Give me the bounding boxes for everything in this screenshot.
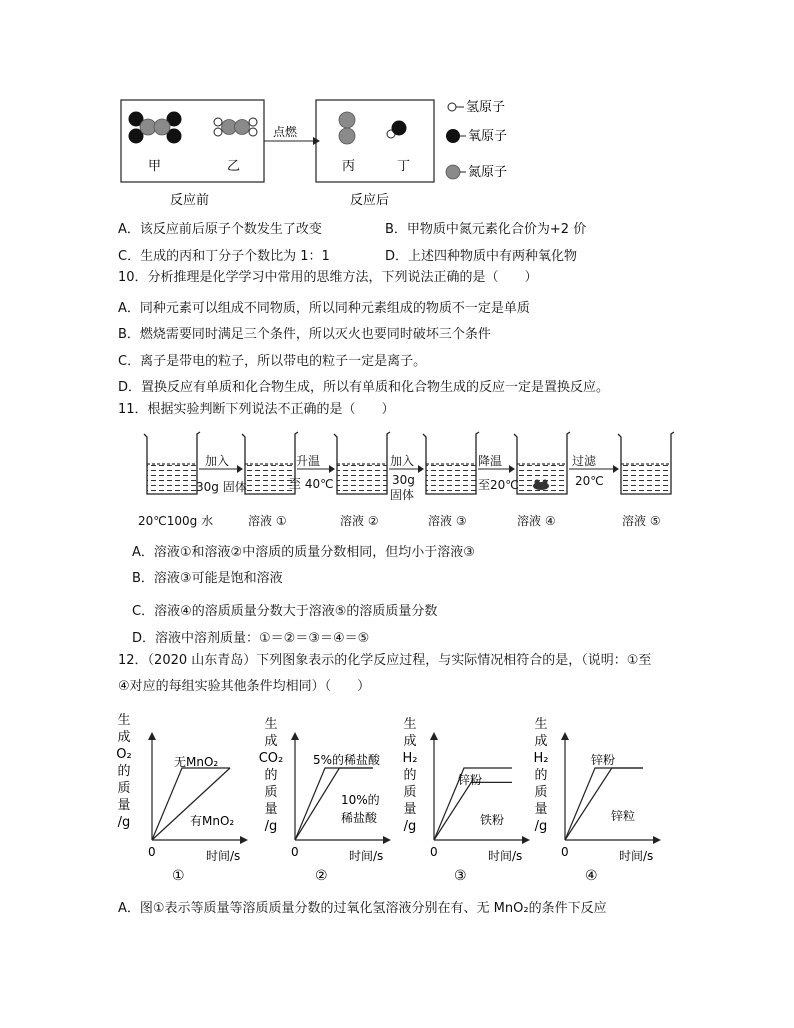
step2-top: 升温 [296,454,321,468]
ylabel-char: CO₂ [258,751,284,766]
q9-option-a: A．该反应前后原子个数发生了改变 [118,222,322,237]
ylabel-char: /g [264,819,278,834]
beaker-3 [423,432,479,494]
q10-option-d: D．置换反应有单质和化合物生成，所以有单质和化合物生成的反应一定是置换反应。 [118,380,610,395]
series-label-1: 锌粉 [458,773,483,787]
ylabel-char: 的 [117,764,131,779]
ylabel-char: 质 [264,785,278,800]
origin-label: 0 [430,845,438,859]
series-line-1 [565,768,643,840]
step3-bottom: 30g [392,473,415,487]
step1-top: 加入 [205,454,230,468]
legend-nitrogen: 氮原子 [468,165,508,180]
graph-number: ③ [454,868,467,884]
graph-4 [534,716,662,884]
series-label-1: 锌粉 [591,753,616,767]
step3-top: 加入 [390,454,415,468]
q11-option-a: A．溶液①和溶液②中溶质的质量分数相同，但均小于溶液③ [132,545,475,560]
legend-hydrogen: 氢原子 [466,100,506,115]
ylabel-char: 质 [117,781,131,796]
step2-bottom: 至 40℃ [289,477,334,491]
ylabel-char: 生 [534,717,548,732]
series-label-2: 有MnO₂ [190,814,235,828]
yi-molecule [214,118,257,136]
origin-label: 0 [291,845,299,859]
graph-number: ② [315,868,328,884]
series-label-1: 无MnO₂ [174,755,219,769]
series-label-2-cont: 稀盐酸 [341,811,378,825]
ylabel-char: 生 [264,717,278,732]
beaker-5 [618,432,674,494]
ylabel-char: 成 [117,730,131,745]
ylabel-char: 量 [534,802,548,817]
series-label-1: 5%的稀盐酸 [313,753,381,767]
graph-number: ④ [585,868,598,884]
xlabel: 时间/s [349,849,384,863]
ylabel-char: 成 [534,734,548,749]
xlabel: 时间/s [488,849,523,863]
series-label-2: 10%的 [341,793,380,807]
ylabel-char: 质 [534,785,548,800]
q11-option-c: C．溶液④的溶质质量分数大于溶液⑤的溶质质量分数 [132,604,438,619]
after-caption: 反应后 [350,193,390,208]
ylabel-char: 的 [264,768,278,783]
arrow-label: 点燃 [273,125,298,139]
beaker-2 [334,432,390,494]
ylabel-char: 成 [403,734,417,749]
ding-molecule [387,121,407,139]
xlabel: 时间/s [619,849,654,863]
ylabel-char: H₂ [402,751,418,766]
jia-molecule [129,112,182,144]
step3-bottom2: 固体 [390,488,415,502]
beaker-label-5: 溶液 ⑤ [622,514,661,528]
ylabel-char: /g [534,819,548,834]
q12-stem-line2: ④对应的每组实验其他条件均相同）（ ） [118,679,371,694]
graph-1 [116,712,248,884]
q9-option-d: D．上述四种物质中有两种氧化物 [385,249,578,264]
graph-2 [259,716,391,884]
q10-stem: 10．分析推理是化学学习中常用的思维方法，下列说法正确的是（ ） [118,270,538,285]
q12-option-a: A．图①表示等质量等溶质质量分数的过氧化氢溶液分别在有、无 MnO₂的条件下反应 [118,901,607,916]
q12-stem-line1: 12．（2020 山东青岛）下列图象表示的化学反应过程，与实际情况相符合的是，（说明：①至 [118,653,652,668]
legend [446,100,507,180]
beaker-label-4: 溶液 ④ [517,514,556,528]
bing-molecule [339,112,355,144]
ylabel-char: O₂ [116,747,132,762]
q11-option-d: D．溶液中溶剂质量：①＝②＝③＝④＝⑤ [132,631,370,646]
ylabel-char: 量 [403,802,417,817]
graph-3 [403,716,531,884]
step1-bottom: 30g 固体 [196,480,247,494]
ylabel-char: 量 [117,798,131,813]
legend-oxygen: 氧原子 [468,129,508,144]
step4-top: 降温 [478,454,503,468]
ylabel-char: 生 [117,713,131,728]
bing-label: 丙 [342,159,356,174]
beaker-4 [514,432,570,494]
q11-stem: 11．根据实验判断下列说法不正确的是（ ） [118,402,395,417]
before-box [121,100,264,182]
ylabel-char: /g [403,819,417,834]
jia-label: 甲 [148,159,162,174]
series-label-2: 铁粉 [480,813,505,827]
q9-option-b: B．甲物质中氮元素化合价为+2 价 [385,222,587,237]
after-box [316,100,434,182]
beaker-label-1: 溶液 ① [248,514,287,528]
ylabel-char: 质 [403,785,417,800]
ylabel-char: 量 [264,802,278,817]
origin-label: 0 [148,845,156,859]
q12-graphs [110,710,670,890]
step5-bottom: 20℃ [575,474,604,488]
q10-option-a: A．同种元素可以组成不同物质，所以同种元素组成的物质不一定是单质 [118,301,530,316]
series-line-2 [565,768,643,840]
q11-option-b: B．溶液③可能是饱和溶液 [132,571,283,586]
step4-bottom: 至20℃ [478,478,519,492]
graph-number: ① [172,868,185,884]
ylabel-char: 的 [403,768,417,783]
ylabel-char: 生 [403,717,417,732]
xlabel: 时间/s [206,849,241,863]
ylabel-char: /g [117,815,131,830]
q10-option-b: B．燃烧需要同时满足三个条件，所以灭火也要同时破坏三个条件 [118,327,491,342]
series-label-2: 锌粒 [611,809,636,823]
yi-label: 乙 [227,159,241,174]
beaker-label-3: 溶液 ③ [428,514,467,528]
q9-option-c: C．生成的丙和丁分子个数比为 1：1 [118,249,330,264]
beaker-0 [144,432,200,494]
before-caption: 反应前 [170,193,210,208]
ylabel-char: 的 [534,768,548,783]
beaker-label-2: 溶液 ② [340,514,379,528]
origin-label: 0 [561,845,569,859]
reaction-diagram [110,92,550,212]
ylabel-char: H₂ [533,751,549,766]
q10-option-c: C．离子是带电的粒子，所以带电的粒子一定是离子。 [118,354,427,369]
step5-top: 过滤 [572,454,597,468]
ding-label: 丁 [397,159,411,174]
beaker-label-0: 20℃100g 水 [138,514,214,528]
ylabel-char: 成 [264,734,278,749]
series-line-2 [152,768,230,840]
